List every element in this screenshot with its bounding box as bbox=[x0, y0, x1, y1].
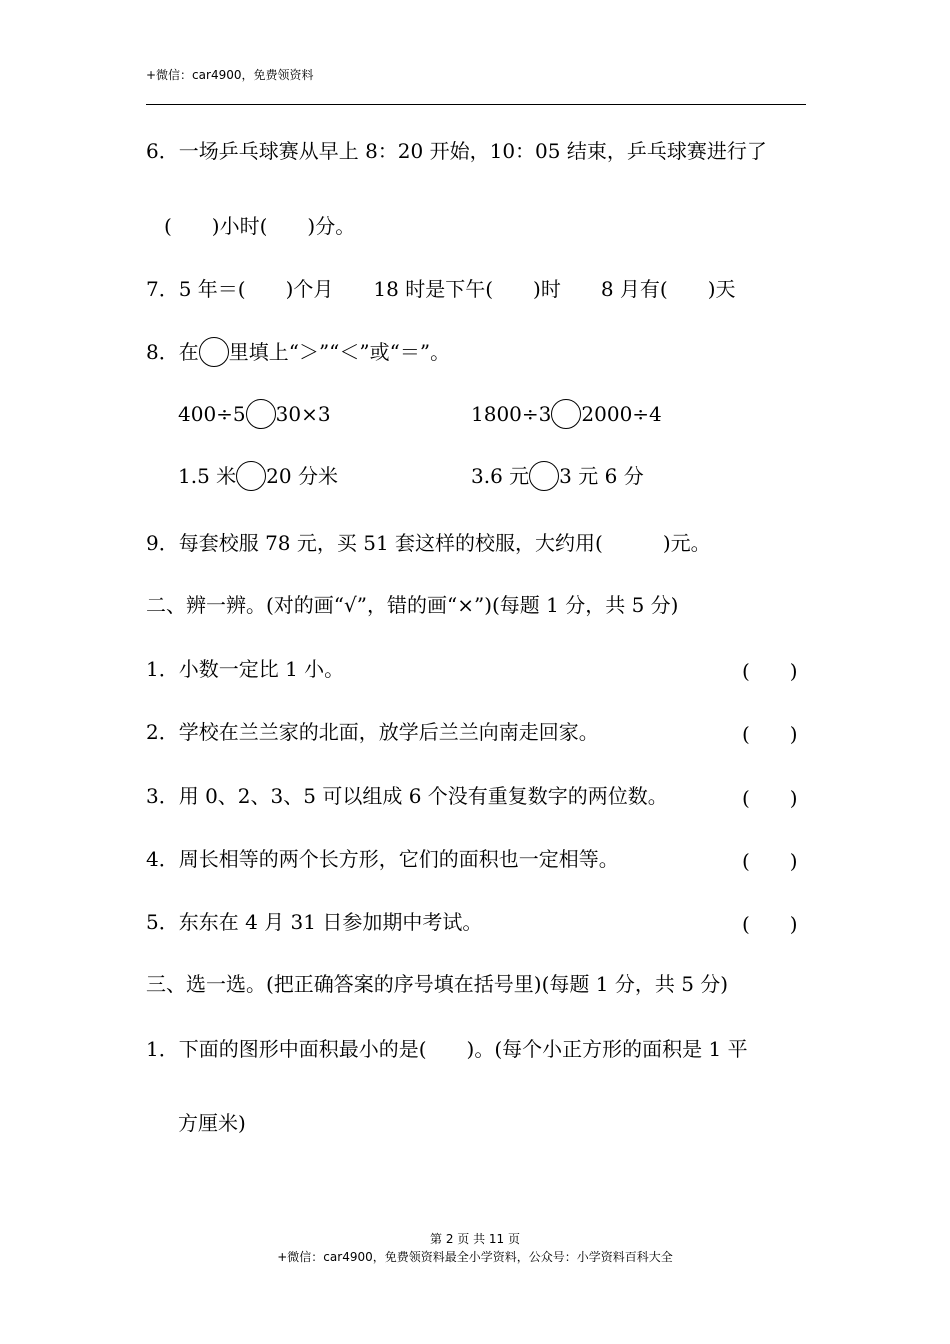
judge-item-5: 5．东东在 4 月 31 日参加期中考试。 bbox=[146, 910, 483, 934]
compare-d-right: 3 元 6 分 bbox=[559, 464, 644, 488]
compare-c bbox=[178, 461, 338, 491]
page-number: 第 2 页 共 11 页 bbox=[430, 1232, 520, 1246]
choice-1-line1: 1．下面的图形中面积最小的是( )。(每个小正方形的面积是 1 平 bbox=[146, 1037, 748, 1061]
choice-1-line2: 方厘米) bbox=[178, 1111, 246, 1135]
compare-a-left: 400÷5 bbox=[178, 402, 246, 426]
compare-c-left: 1.5 米 bbox=[178, 464, 237, 488]
compare-a-circle-icon bbox=[246, 399, 276, 429]
compare-c-right: 20 分米 bbox=[266, 464, 338, 488]
question-7: 7．5 年＝( )个月 18 时是下午( )时 8 月有( )天 bbox=[146, 277, 736, 301]
judge-item-2: 2．学校在兰兰家的北面，放学后兰兰向南走回家。 bbox=[146, 720, 599, 744]
question-6-line1: 6．一场乒乓球赛从早上 8：20 开始，10：05 结束，乒乓球赛进行了 bbox=[146, 139, 767, 163]
section-2-title: 二、辨一辨。(对的画“√”，错的画“×”)(每题 1 分，共 5 分) bbox=[146, 593, 679, 617]
compare-b-right: 2000÷4 bbox=[581, 402, 662, 426]
compare-b-circle-icon bbox=[551, 399, 581, 429]
compare-d-circle-icon bbox=[529, 461, 559, 491]
question-6-line2: ( )小时( )分。 bbox=[164, 214, 356, 238]
header-text: +微信：car4900，免费领资料 bbox=[146, 68, 314, 82]
judge-blank-1[interactable]: ( ) bbox=[742, 659, 798, 683]
compare-d bbox=[471, 461, 644, 491]
question-9: 9．每套校服 78 元，买 51 套这样的校服，大约用( )元。 bbox=[146, 531, 711, 555]
compare-circle-icon bbox=[199, 337, 229, 367]
judge-blank-4[interactable]: ( ) bbox=[742, 849, 798, 873]
judge-blank-2[interactable]: ( ) bbox=[742, 722, 798, 746]
compare-b bbox=[471, 399, 662, 429]
compare-c-circle-icon bbox=[236, 461, 266, 491]
footer-note: +微信：car4900，免费领资料最全小学资料，公众号：小学资料百科大全 bbox=[277, 1250, 673, 1264]
compare-b-left: 1800÷3 bbox=[471, 402, 552, 426]
judge-blank-3[interactable]: ( ) bbox=[742, 786, 798, 810]
compare-a bbox=[178, 399, 331, 429]
judge-item-3: 3．用 0、2、3、5 可以组成 6 个没有重复数字的两位数。 bbox=[146, 784, 668, 808]
question-8-intro bbox=[146, 337, 450, 367]
header-rule bbox=[146, 104, 806, 105]
section-3-title: 三、选一选。(把正确答案的序号填在括号里)(每题 1 分，共 5 分) bbox=[146, 972, 729, 996]
question-8-intro-a: 8．在 bbox=[146, 340, 199, 364]
judge-item-1: 1．小数一定比 1 小。 bbox=[146, 657, 345, 681]
question-8-intro-b: 里填上“＞”“＜”或“＝”。 bbox=[228, 340, 451, 364]
judge-item-4: 4．周长相等的两个长方形，它们的面积也一定相等。 bbox=[146, 847, 619, 871]
judge-blank-5[interactable]: ( ) bbox=[742, 912, 798, 936]
compare-d-left: 3.6 元 bbox=[471, 464, 530, 488]
compare-a-right: 30×3 bbox=[275, 402, 331, 426]
